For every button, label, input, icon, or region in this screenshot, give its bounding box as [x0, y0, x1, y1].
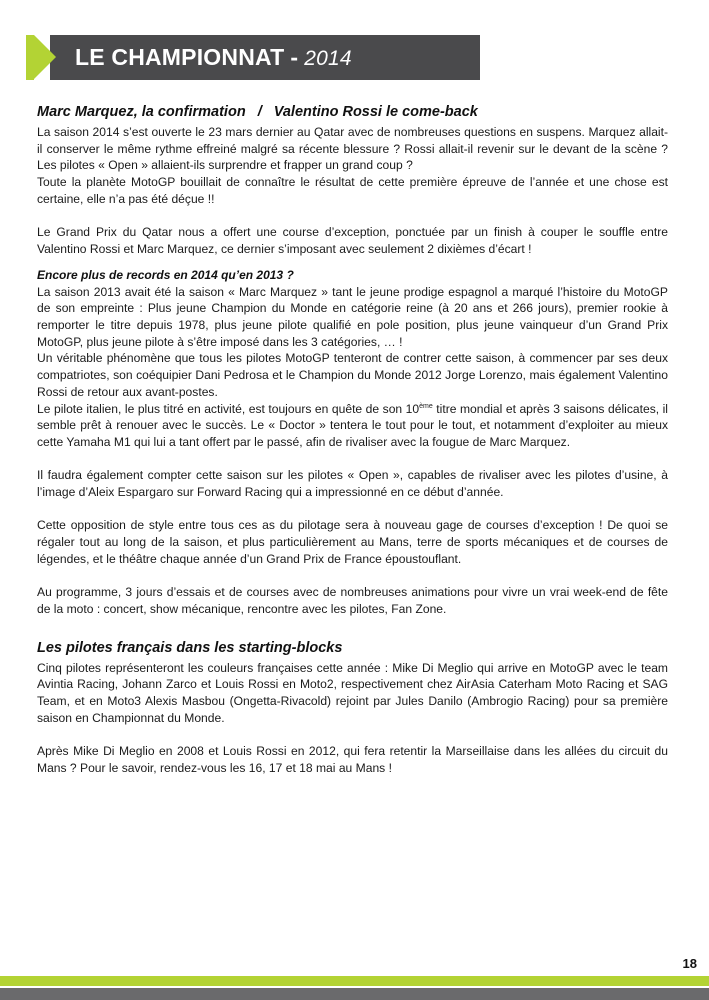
page-title-year: 2014 [304, 47, 352, 70]
section2-paragraph-1: La saison 2013 avait été la saison « Marc Marquez » tant le jeune prodige espagnol a marqué l’histoire du MotoGP de son empreinte : Plus jeune Champion du Monde en catégorie reine (à 20 ans et 266 jours), premier rookie à remporter le titre depuis 1978, plus jeune pilote qualifié en pole position, plus jeune vainqueur d’un Grand Prix MotoGP, plus jeune pilote à s’être imposé dans les 3 catégories, … ! [37, 284, 668, 349]
section2-paragraph-3-start: Le pilote italien, le plus titré en activité, est toujours en quête de son 10 [37, 401, 420, 416]
page-title [75, 44, 352, 71]
section2-paragraph-5: Cette opposition de style entre tous ces as du pilotage sera à nouveau gage de courses d’exception ! De quoi se régaler tout au long de la saison, et plus particulièrement au Mans, terre de sports mécaniques et de courses de légendes, et le théâtre chaque année d’un Grand Prix de France époustouflant. [37, 518, 668, 566]
section3-paragraph-2: Après Mike Di Meglio en 2008 et Louis Rossi en 2012, qui fera retentir la Marseillaise dans les allées du circuit du Mans ? Pour le savoir, rendez-vous les 16, 17 et 18 mai au Mans ! [37, 744, 668, 775]
page-title-text: LE CHAMPIONNAT [75, 44, 285, 70]
section1-heading-slash: / [257, 104, 262, 120]
section1-paragraph-1: La saison 2014 s’est ouverte le 23 mars dernier au Qatar avec de nombreuses questions en suspens. Marquez allait-il conserver le même rythme effreiné malgré sa récente blessure ? Rossi allait-il revenir sur le devant de la scène ? Les pilotes « Open » allaient-ils surprendre et frapper un grand coup ? [37, 125, 668, 173]
section2-paragraph-3-end: titre mondial et après 3 saisons délicates, il semble prêt à renouer avec le succès. Le « Doctor » tentera le tout pour le tout, et notamment d’exploiter au mieux cette Yamaha M1 qui lui a tant offert par le passé, afin de rivaliser avec la fougue de Marc Marquez. [37, 401, 668, 449]
section1-paragraph-2: Toute la planète MotoGP bouillait de connaître le résultat de cette première épreuve de l’année et une chose est certaine, elle n’a pas été déçue !! [37, 175, 668, 206]
section1-paragraph-3: Le Grand Prix du Qatar nous a offert une course d’exception, ponctuée par un finish à couper le souffle entre Valentino Rossi et Marc Marquez, ce dernier s’imposant avec seulement 2 dixièmes d’écart ! [37, 225, 668, 256]
section3-heading: Les pilotes français dans les starting-blocks [37, 639, 343, 656]
footer-gray-stripe [0, 988, 709, 1000]
section1-heading-right: Valentino Rossi le come-back [273, 104, 478, 120]
footer-accent-stripe [0, 976, 709, 986]
section1-heading [37, 104, 668, 120]
section2-paragraph-6: Au programme, 3 jours d’essais et de courses avec de nombreuses animations pour vivre un vrai week-end de fête de la moto : concert, show mécanique, rencontre avec les pilotes, Fan Zone. [37, 585, 668, 616]
section2-paragraph-2: Un véritable phénomène que tous les pilotes MotoGP tenteront de contrer cette saison, à commencer par ses deux compatriotes, son coéquipier Dani Pedrosa et le Champion du Monde 2012 Jorge Lorenzo, mais également Valentino Rossi de retour aux avant-postes. [37, 351, 668, 399]
superscript-eme: ème [419, 402, 433, 410]
article-body [37, 104, 668, 777]
page-number: 18 [682, 956, 697, 971]
header-chevron-stem [26, 35, 34, 80]
header-chevron-icon [34, 35, 56, 79]
section2-heading: Encore plus de records en 2014 qu’en 2013 ? [37, 267, 294, 282]
section2-paragraph-3 [37, 401, 668, 451]
section3-paragraph-1: Cinq pilotes représenteront les couleurs françaises cette année : Mike Di Meglio qui arrive en MotoGP avec le team Avintia Racing, Johann Zarco et Louis Rossi en Moto2, respectivement chez AirAsia Caterham Moto Racing et SAG Team, et en Moto3 Alexis Masbou (Ongetta-Rivacold) rejoint par Jules Danilo (Ambrogio Racing) pour sa première saison en Championnat du Monde. [37, 660, 668, 725]
page-title-separator: - [290, 44, 299, 70]
section2-paragraph-4: Il faudra également compter cette saison sur les pilotes « Open », capables de rivaliser avec les pilotes d’usine, à l’image d’Aleix Espargaro sur Forward Racing qui a impressionné en ce début d’année. [37, 468, 668, 500]
section1-heading-left: Marc Marquez, la confirmation [37, 104, 246, 120]
